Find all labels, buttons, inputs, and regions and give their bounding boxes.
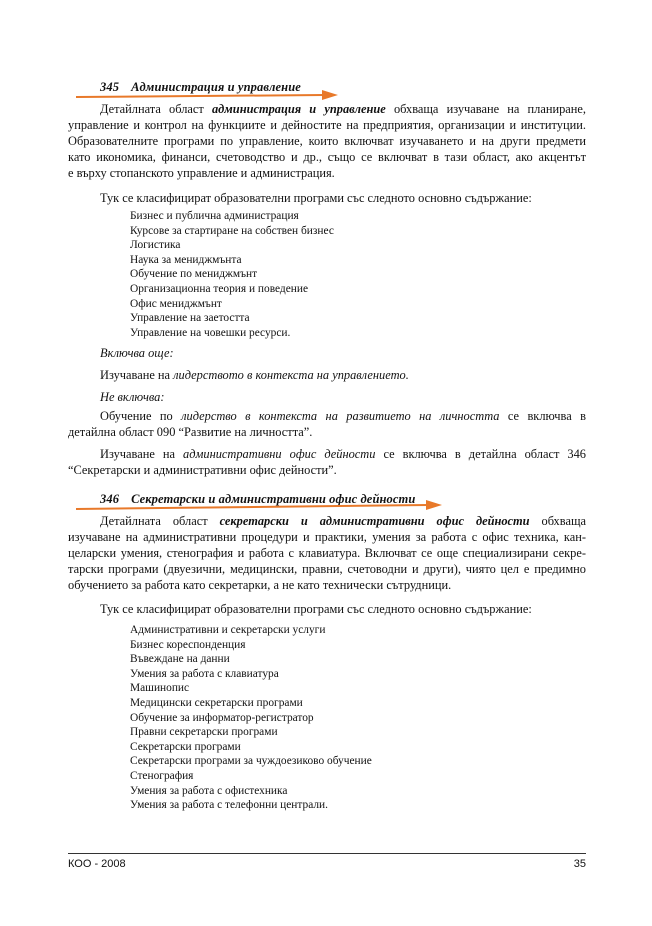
list-item: Курсове за стартиране на собствен бизнес xyxy=(130,224,334,237)
paragraph-text: Образователните програми по управление, които включват изучаването и на други предмети xyxy=(68,134,586,149)
exclusion-paragraph-2 xyxy=(68,446,586,478)
exclusion-1-prefix: Обучение по xyxy=(100,409,182,423)
list-item: Машинопис xyxy=(130,682,190,695)
paragraph-text: като икономика, финанси, счетоводство и др., също се включват в тази област, ако акцентът xyxy=(68,150,586,165)
exclusion-2-prefix: Изучаване на xyxy=(100,447,183,461)
content-list-345 xyxy=(130,209,334,340)
paragraph-line xyxy=(68,561,586,577)
paragraph-text: управление и контрол на функциите и дейностите на предприятия, организации и институции. xyxy=(68,118,586,133)
content-list-346 xyxy=(130,623,372,813)
list-item: Умения за работа с клавиатура xyxy=(130,667,279,680)
page-number: 35 xyxy=(573,858,586,870)
list-item: Офис мениджмънт xyxy=(130,297,222,310)
exclusion-1-emphasis: лидерство в контекста на развитието на личността xyxy=(181,409,500,423)
list-item: Стенография xyxy=(130,769,194,782)
paragraph-text: Детайлната област xyxy=(100,102,212,116)
list-item: Наука за мениджмънта xyxy=(130,253,242,266)
paragraph-line xyxy=(68,133,586,149)
paragraph-line xyxy=(68,577,586,593)
classify-sentence-346: Тук се класифицират образователни програми със следното основно съдържание: xyxy=(100,602,532,616)
list-item: Умения за работа с телефонни централи. xyxy=(130,799,328,812)
list-item: Логистика xyxy=(130,239,181,252)
document-page xyxy=(68,0,586,926)
term-emphasis: администрация и управление xyxy=(211,102,386,116)
includes-text-prefix: Изучаване на xyxy=(100,368,174,382)
includes-text xyxy=(100,368,409,383)
list-item: Въвеждане на данни xyxy=(130,653,230,666)
list-item: Обучение по мениджмънт xyxy=(130,268,258,281)
exclusion-2-line-2: “Секретарски и административни офис дейности”. xyxy=(68,463,337,478)
paragraph-line xyxy=(68,165,586,181)
paragraph-line xyxy=(68,513,586,529)
paragraph-line xyxy=(68,149,586,165)
list-item: Секретарски програми за чуждоезиково обучение xyxy=(130,755,372,768)
list-item: Умения за работа с офистехника xyxy=(130,784,288,797)
term-emphasis: секретарски и административни офис дейности xyxy=(219,514,530,528)
list-item: Секретарски програми xyxy=(130,740,241,753)
includes-label: Включва още: xyxy=(100,346,174,360)
section-346-intro-paragraph xyxy=(68,513,586,593)
list-item: Организационна теория и поведение xyxy=(130,282,309,295)
exclusion-1-suffix: се включва в xyxy=(499,409,586,423)
includes-text-emphasis: лидерството в контекста на управлението. xyxy=(173,368,409,382)
section-title: Администрация и управление xyxy=(131,80,301,94)
list-item: Управление на човешки ресурси. xyxy=(130,326,291,339)
paragraph-text: обучението за работа като секретарки, а не като технически сътрудници. xyxy=(68,578,452,593)
footer-divider xyxy=(68,853,586,854)
list-item: Управление на заетостта xyxy=(130,312,250,325)
paragraph-text: тарски програми (двуезични, медицински, правни, счетоводни и други), чиято цел е предимно xyxy=(68,562,586,577)
highlight-arrow-icon xyxy=(76,500,442,514)
paragraph-text: Детайлната област xyxy=(100,514,220,528)
exclusion-2-emphasis: административни офис дейности xyxy=(183,447,376,461)
list-item: Бизнес и публична администрация xyxy=(130,210,299,222)
paragraph-line xyxy=(68,529,586,545)
footer-label: КОО - 2008 xyxy=(68,858,126,870)
list-item: Бизнес кореспонденция xyxy=(130,638,246,651)
exclusion-1-line-2: детайлна област 090 “Развитие на личността”. xyxy=(68,425,313,440)
section-number: 345 xyxy=(100,80,120,94)
paragraph-line xyxy=(68,117,586,133)
section-345-intro-paragraph xyxy=(68,101,586,181)
exclusion-paragraph-1 xyxy=(68,408,586,440)
list-item: Медицински секретарски програми xyxy=(130,696,303,709)
list-item: Административни и секретарски услуги xyxy=(130,624,326,636)
paragraph-text: е върху стопанското управление и администрация. xyxy=(68,166,335,181)
section-title: Секретарски и административни офис дейности xyxy=(131,492,416,506)
list-item: Обучение за информатор-регистратор xyxy=(130,711,314,724)
section-number: 346 xyxy=(100,492,120,506)
excludes-label: Не включва: xyxy=(100,390,165,404)
paragraph-line xyxy=(68,545,586,561)
paragraph-text: целарски умения, стенография и работа с клавиатура. Включват се още специализирани секре- xyxy=(68,546,586,561)
paragraph-text: изучаване на административни процедури и практики, умения за работа с офис техника, кан- xyxy=(68,530,586,545)
exclusion-2-suffix: се включва в детайлна област 346 xyxy=(375,447,586,461)
paragraph-text: обхваща изучаване на планиране, xyxy=(385,102,587,116)
list-item: Правни секретарски програми xyxy=(130,726,278,739)
classify-sentence-345: Тук се класифицират образователни програми със следното основно съдържание: xyxy=(100,191,532,205)
paragraph-text: обхваща xyxy=(529,514,586,528)
paragraph-line xyxy=(68,101,586,117)
